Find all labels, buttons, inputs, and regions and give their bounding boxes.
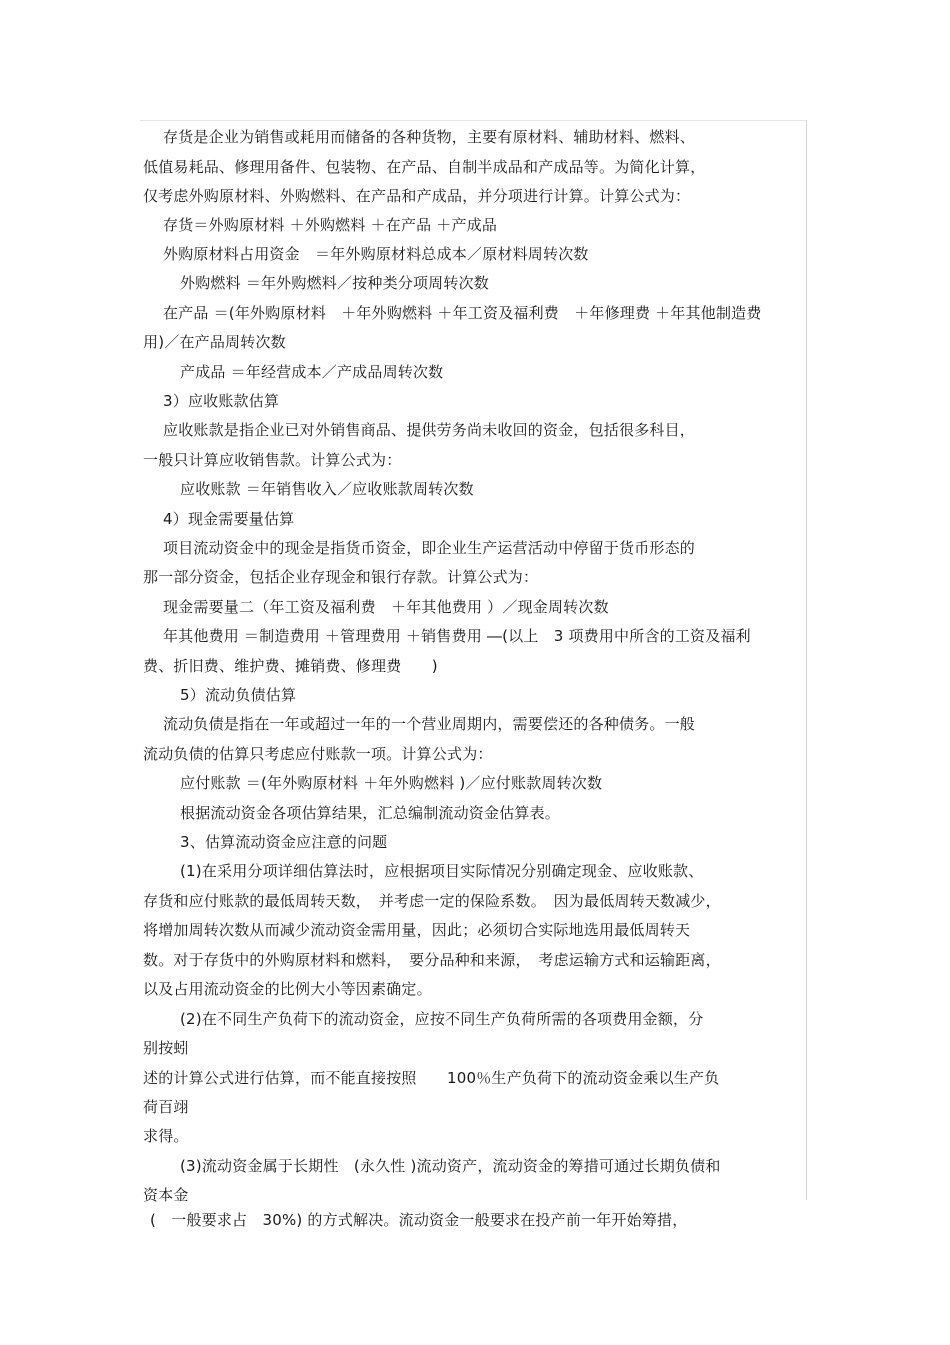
formula-line: 产成品 ＝年经营成本／产成品周转次数	[180, 363, 444, 381]
formula-line: 外购原材料占用资金 ＝年外购原材料总成本／原材料周转次数	[163, 245, 589, 263]
formula-line: 存货＝外购原材料 ＋外购燃料 ＋在产品 ＋产成品	[163, 216, 498, 234]
section-heading: 4）现金需要量估算	[163, 510, 295, 528]
section-heading: 3）应收账款估算	[163, 392, 280, 410]
text-line: 流动负债的估算只考虑应付账款一项。计算公式为：	[143, 745, 493, 763]
text-line: 荷百翊	[143, 1098, 189, 1116]
text-line: 存货和应付账款的最低周转天数， 并考虑一定的保险系数。 因为最低周转天数减少，	[143, 892, 721, 910]
text-line: 那一部分资金，包括企业存现金和银行存款。计算公式为：	[143, 568, 539, 586]
formula-line: 在产品 ＝(年外购原材料 ＋年外购燃料 ＋年工资及福利费 ＋年修理费 ＋年其他制造费	[163, 304, 762, 322]
text-line: 述的计算公式进行估算，而不能直接按照 100％生产负荷下的流动资金乘以生产负	[143, 1069, 720, 1087]
text-line: 低值易耗品、修理用备件、包装物、在产品、自制半成品和产成品等。为简化计算，	[143, 158, 706, 176]
section-heading: 3、估算流动资金应注意的问题	[180, 833, 388, 851]
text-line: 项目流动资金中的现金是指货币资金，即企业生产运营活动中停留于货币形态的	[163, 539, 696, 557]
text-line: 别按蚓	[143, 1039, 189, 1057]
text-line: ( 一般要求占 30%) 的方式解决。流动资金一般要求在投产前一年开始筹措，	[150, 1211, 688, 1229]
page-frame-top	[140, 120, 807, 121]
formula-line: 费、折旧费、维护费、摊销费、修理费 )	[143, 657, 438, 675]
text-line: 流动负债是指在一年或超过一年的一个营业周期内，需要偿还的各种债务。一般	[163, 715, 696, 733]
formula-line: 应收账款 ＝年销售收入／应收账款周转次数	[180, 480, 474, 498]
text-line: 根据流动资金各项估算结果，汇总编制流动资金估算表。	[180, 804, 561, 822]
text-line: (1)在采用分项详细估算法时，应根据项目实际情况分别确定现金、应收账款、	[180, 862, 704, 880]
text-line: 以及占用流动资金的比例大小等因素确定。	[143, 980, 432, 998]
text-line: 资本金	[143, 1186, 189, 1204]
formula-line: 应付账款 ＝(年外购原材料 ＋年外购燃料 )／应付账款周转次数	[180, 774, 603, 792]
formula-line: 外购燃料 ＝年外购燃料／按种类分项周转次数	[180, 274, 489, 292]
text-line: 仅考虑外购原材料、外购燃料、在产品和产成品，并分项进行计算。计算公式为：	[143, 187, 691, 205]
text-line: (2)在不同生产负荷下的流动资金，应按不同生产负荷所需的各项费用金额，分	[180, 1010, 704, 1028]
text-line: 求得。	[143, 1127, 189, 1145]
text-line: 存货是企业为销售或耗用而储备的各种货物，主要有原材料、辅助材料、燃料、	[163, 128, 696, 146]
text-line: 一般只计算应收销售款。计算公式为：	[143, 451, 402, 469]
formula-line: 年其他费用 ＝制造费用 ＋管理费用 ＋销售费用 ―(以上 3 项费用中所含的工资及福利	[163, 627, 751, 645]
formula-line: 用)／在产品周转次数	[143, 333, 286, 351]
text-line: 将增加周转次数从而减少流动资金需用量，因此；必须切合实际地选用最低周转天	[143, 921, 691, 939]
text-line: 数。对于存货中的外购原材料和燃料， 要分品种和来源， 考虑运输方式和运输距离，	[143, 951, 721, 969]
formula-line: 现金需要量二（年工资及福利费 ＋年其他费用 ）／现金周转次数	[163, 598, 609, 616]
text-line: 应收账款是指企业已对外销售商品、提供劳务尚未收回的资金，包括很多科目，	[163, 421, 696, 439]
section-heading: 5）流动负债估算	[180, 686, 297, 704]
text-line: (3)流动资金属于长期性 (永久性 )流动资产，流动资金的筹措可通过长期负债和	[180, 1157, 721, 1175]
